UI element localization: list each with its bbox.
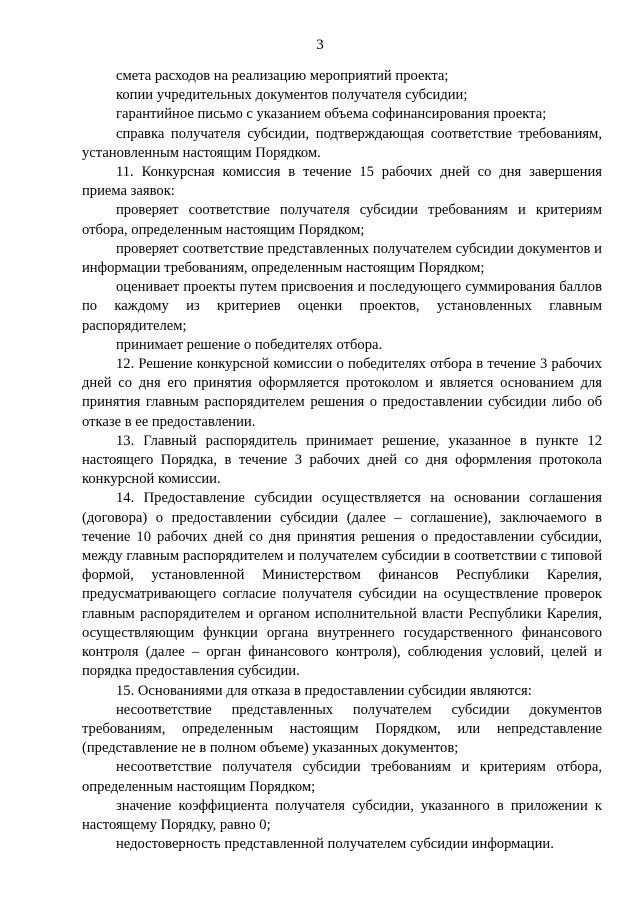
paragraph-guarantee-letter: гарантийное письмо с указанием объема софинансирования проекта;: [116, 106, 547, 123]
document-body: [82, 67, 602, 854]
paragraph-item-14: 14. Предоставление субсидии осуществляется на основании соглашения (договора) о предоставлении субсидии (далее – соглашение), заключаемого в течение 10 рабочих дней со дня принятия решения о предоставлении субсидии, между главным распорядителем и получателем субсидии в соответствии с типовой формой, установленной Министерством финансов Республики Карелия, предусматривающего согласие получателя субсидии на осуществление проверок главным распорядителем и органом исполнительной власти Республики Карелия, осуществляющим функции органа внутреннего государственного финансового контроля (далее – орган финансового контроля), соблюдения условий, целей и порядка предоставления субсидии.: [82, 490, 602, 680]
paragraph-refusal-criteria: несоответствие получателя субсидии требованиям и критериям отбора, определенным настоящим Порядком;: [82, 759, 602, 795]
paragraph-compliance-certificate: справка получателя субсидии, подтверждающая соответствие требованиям, установленным настоящим Порядком.: [82, 125, 602, 161]
page-number: 3: [316, 37, 324, 53]
paragraph-decide-winners: принимает решение о победителях отбора.: [116, 336, 383, 353]
paragraph-refusal-documents: несоответствие представленных получателем субсидии документов требованиям, определенным настоящим Порядком, или непредставление (представление не в полном объеме) указанных документов;: [82, 701, 602, 757]
paragraph-refusal-coefficient: значение коэффициента получателя субсидии, указанного в приложении к настоящему Порядку, равно 0;: [82, 797, 602, 833]
paragraph-item-13: 13. Главный распорядитель принимает решение, указанное в пункте 12 настоящего Порядка, в течение 3 рабочих дней со дня оформления протокола конкурсной комиссии.: [82, 432, 602, 488]
paragraph-item-12: 12. Решение конкурсной комиссии о победителях отбора в течение 3 рабочих дней со дня его принятия оформляется протоколом и является основанием для принятия главным распорядителем решения о предоставлении субсидии либо об отказе в ее предоставлении.: [82, 356, 602, 430]
paragraph-evaluate-projects: оценивает проекты путем присвоения и последующего суммирования баллов по каждому из критериев оценки проектов, установленных главным распорядителем;: [82, 279, 602, 334]
paragraph-item-11: 11. Конкурсная комиссия в течение 15 рабочих дней со дня завершения приема заявок:: [82, 164, 602, 200]
paragraph-refusal-false-info: недостоверность представленной получателем субсидии информации.: [116, 836, 554, 853]
paragraph-cost-estimate: смета расходов на реализацию мероприятий проекта;: [116, 68, 449, 84]
paragraph-founding-documents: копии учредительных документов получателя субсидии;: [116, 87, 468, 104]
paragraph-item-15: 15. Основаниями для отказа в предоставлении субсидии являются:: [116, 682, 532, 699]
paragraph-check-recipient: проверяет соответствие получателя субсидии требованиям и критериям отбора, определенным настоящим Порядком;: [82, 202, 602, 238]
paragraph-check-documents: проверяет соответствие представленных получателем субсидии документов и информации требованиям, определенным настоящим Порядком;: [82, 240, 602, 277]
